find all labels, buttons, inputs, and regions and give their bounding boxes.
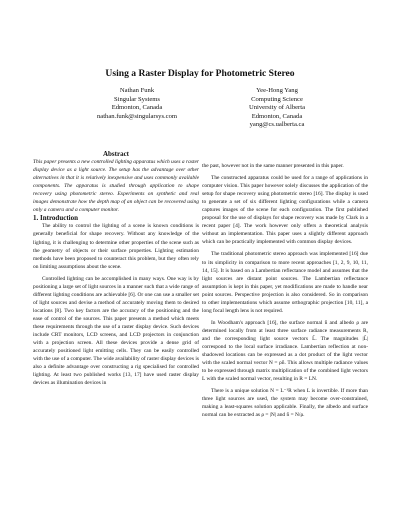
author-name: Yee-Hong Yang [256, 87, 298, 94]
author-email: yang@cs.ualberta.ca [249, 121, 305, 129]
paper-title: Using a Raster Display for Photometric Stereo [105, 68, 295, 79]
author-name: Nathan Funk [119, 87, 155, 94]
author-affiliation: Singular Systems [114, 95, 160, 103]
right-column [202, 162, 368, 419]
body-paragraph: Controlled lighting can be accomplished in many ways. One way is by positioning a large set of light sources in a manner such that a wide range of different lighting conditions are achievable [6]. Or one can use a smaller set of light sources and devise a method of accurately moving them to desired locations [8]. Two key factors are the accuracy of the positioning and the ease of control of the sources. This paper presents a method which meets these requirements through the use of a raster display device. Such devices include CRT monitors, LCD screens, and LCD projectors in conjunction with a projection screen. All these devices provide a dense grid of accurately positioned light emitting cells. They can be easily controlled with the use of a computer. The wide availability of raster display devices is also a definite advantage over constructing a rig specialised for controlled lighting. At least two published works [13, 17] have used raster display devices as illumination devices in [33, 275, 199, 387]
body-paragraph: the past, however not in the same manner presented in this paper. [202, 163, 344, 169]
author-affiliation-2: University of Alberta [248, 104, 306, 112]
author-block-2 [202, 87, 352, 130]
author-block-1 [62, 87, 212, 121]
body-paragraph: The constructed apparatus could be used for a range of applications in computer vision. This paper however solely discusses the application of the setup for shape recovery using photometric stereo [16]. The display is used to generate a set of six different lighting configurations while a camera captures images of the scene for each configuration. The first published proposal for the use of displays for shape recovery was made by Clark in a recent paper [4]. The work however only offers a theoretical analysis without an implementation. This paper uses a slightly different approach which can be practically implemented with common display devices. [202, 175, 368, 246]
body-paragraph: The ability to control the lighting of a scene is known conditions is generally beneficial for shape recovery. Without any knowledge of the lighting, it is challenging to determine other properties of the scene such as the geometry of objects or their surface properties. Lighting estimation methods have been proposed to counteract this problem, but they often rely on limiting assumptions about the scene. [33, 223, 199, 270]
author-affiliation: Computing Science [251, 95, 303, 103]
left-column [33, 150, 199, 387]
author-email: nathan.funk@singularsys.com [96, 112, 178, 120]
abstract-text: This paper presents a new controlled lighting apparatus which uses a raster display device as a light source. The setup has the advantage over other alternatives in that it is relatively inexpensive and uses commonly available components. The apparatus is studied through application to shape recovery using photometric stereo. Experiments on synthetic and real images demonstrate how the depth map of an object can be recovered using only a camera and a computer monitor. [33, 159, 199, 214]
body-paragraph: In Woodham's approach [16], the surface normal n̂ and albedo ρ are determined locally from at least three surface radiance measurements R, and the corresponding light source vectors L̂. The magnitudes |L̂| correspond to the local surface irradiance. Lambertian reflection at non-shadowed locations can be expressed as a dot product of the light vector with the scaled normal vector N = ρn̂. This allows multiple radiance values to be expressed through matrix multiplication of the combined light vectors L with the scaled normal vector, resulting in R = LN. [202, 319, 368, 383]
body-paragraph: The traditional photometric stereo approach was implemented [16] due to its simplicity in comparison to more recent approaches [1, 2, 9, 10, 11, 14, 15]. It is based on a Lambertian reflectance model and assumes that the light sources are distant point sources. The Lambertian reflectance assumption is kept in this paper, yet modifications are made to handle near point sources. Perspective projection is also considered. So in comparison to other implementations which assume orthographic projection [10, 11], a long focal length lens is not required. [202, 251, 368, 314]
author-location: Edmonton, Canada [251, 112, 303, 120]
author-location: Edmonton, Canada [111, 104, 163, 112]
body-paragraph: There is a unique solution N = L⁻¹R when L is invertible. If more than three light sources are used, the system may become over-constrained, making a least-squares solution applicable. Finally, the albedo and surface normal can be extracted as ρ = |N| and n̂ = N/ρ. [202, 388, 368, 419]
abstract-heading: Abstract [102, 150, 130, 158]
section-heading: 1. Introduction [33, 214, 78, 223]
